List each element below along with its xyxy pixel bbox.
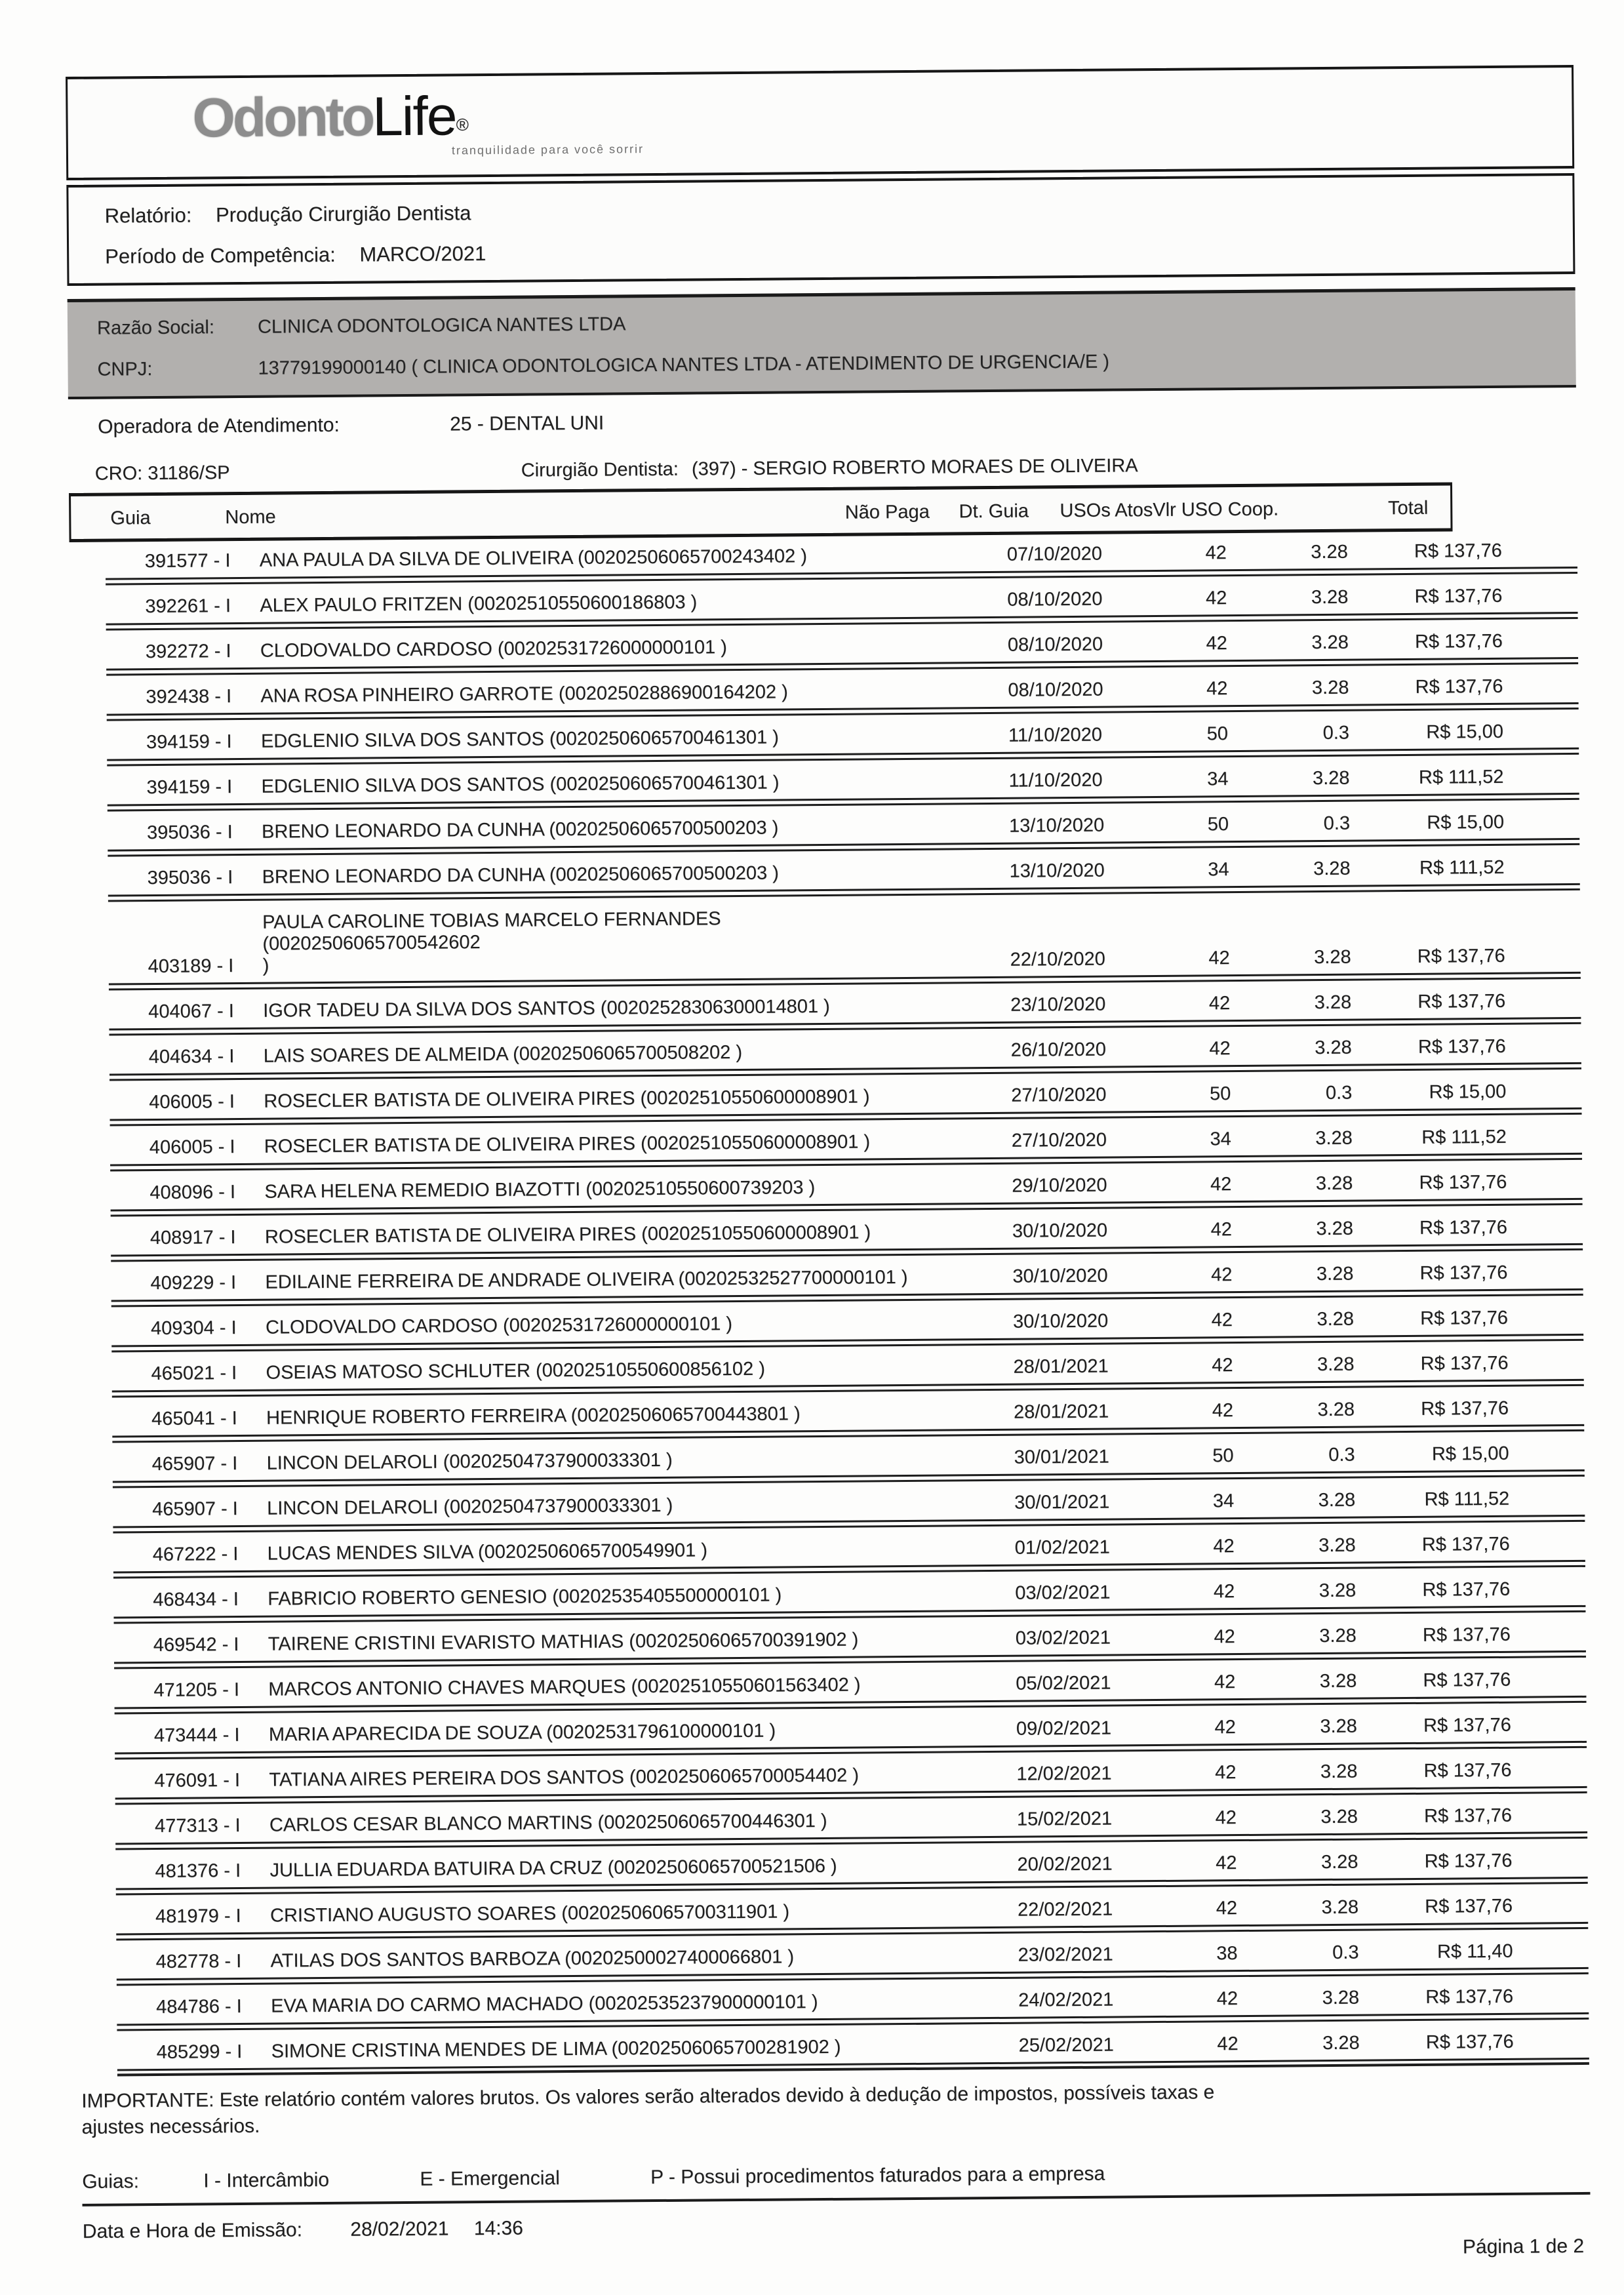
row-total: R$ 137,76: [1414, 630, 1503, 652]
period-line: [105, 233, 1573, 269]
page-number: Página 1 de 2: [1462, 2235, 1585, 2258]
cnpj-line: [97, 348, 1575, 381]
row-usos-atos: 42: [1215, 1762, 1237, 1784]
row-guia: 394159 - I: [146, 731, 232, 753]
period-label: Período de Competência:: [105, 243, 336, 268]
row-guia: 406005 - I: [149, 1136, 235, 1159]
company-box: [68, 287, 1576, 399]
row-dt-guia: 30/01/2021: [1014, 1446, 1109, 1468]
row-guia: 409229 - I: [150, 1272, 237, 1294]
row-dt-guia: 08/10/2020: [1007, 588, 1103, 610]
row-vlr-uso: 3.28: [1322, 1987, 1360, 2009]
row-nome: SIMONE CRISTINA MENDES DE LIMA (00202506065700281902 ): [271, 2036, 841, 2062]
row-nome: ROSECLER BATISTA DE OLIVEIRA PIRES (00202510550600008901 ): [264, 1086, 870, 1112]
row-usos-atos: 50: [1206, 723, 1229, 745]
row-vlr-uso: 3.28: [1319, 1670, 1357, 1692]
col-header-usos-atos: USOs Atos: [1060, 500, 1153, 522]
dentist-line: [521, 455, 1138, 481]
row-nome: ANA ROSA PINHEIRO GARROTE (00202502886900164202 ): [260, 681, 788, 707]
row-total: R$ 137,76: [1423, 1759, 1512, 1782]
row-guia: 403189 - I: [148, 955, 234, 978]
dentist-label: Cirurgião Dentista:: [521, 458, 679, 481]
row-nao-paga: [927, 2057, 1019, 2058]
row-nome: LAIS SOARES DE ALMEIDA (00202506065700508202 ): [263, 1041, 743, 1067]
row-guia: 404067 - I: [148, 1001, 234, 1023]
row-usos-atos: 42: [1214, 1717, 1236, 1738]
row-nao-paga: [923, 1559, 1015, 1560]
row-dt-guia: 30/01/2021: [1014, 1491, 1110, 1513]
row-dt-guia: 28/01/2021: [1013, 1401, 1109, 1423]
row-nome: CRISTIANO AUGUSTO SOARES (00202506065700311901 ): [269, 1901, 790, 1926]
row-total: R$ 137,76: [1420, 1352, 1509, 1374]
report-label: Relatório:: [104, 203, 192, 228]
row-total: R$ 137,76: [1417, 990, 1506, 1012]
row-dt-guia: 30/10/2020: [1012, 1265, 1108, 1287]
legend-emergencial: E - Emergencial: [420, 2167, 560, 2190]
row-usos-atos: 42: [1215, 1807, 1237, 1829]
row-vlr-uso: 3.28: [1312, 767, 1350, 789]
emission-time: 14:36: [473, 2217, 524, 2240]
row-vlr-uso: 3.28: [1315, 1037, 1352, 1059]
row-total: R$ 15,00: [1427, 811, 1505, 833]
odontolife-logo: [192, 87, 644, 158]
row-total: R$ 111,52: [1419, 856, 1505, 879]
row-nao-paga: [917, 837, 1009, 838]
row-vlr-uso: 3.28: [1318, 1534, 1356, 1557]
row-nome: ROSECLER BATISTA DE OLIVEIRA PIRES (00202510550600008901 ): [264, 1222, 871, 1248]
row-usos-atos: 50: [1207, 814, 1229, 835]
report-paper: [66, 65, 1591, 2280]
row-guia: 404634 - I: [148, 1046, 235, 1068]
row-usos-atos: 42: [1208, 993, 1231, 1014]
row-usos-atos: 42: [1214, 1626, 1235, 1648]
row-nao-paga: [919, 1107, 1011, 1108]
row-total: R$ 111,52: [1421, 1126, 1507, 1148]
row-vlr-uso: 0.3: [1325, 1082, 1353, 1104]
row-vlr-uso: 3.28: [1315, 1172, 1353, 1195]
row-dt-guia: 08/10/2020: [1008, 679, 1103, 701]
row-dt-guia: 27/10/2020: [1011, 1084, 1107, 1106]
row-guia: 481979 - I: [155, 1906, 241, 1928]
row-usos-atos: 34: [1207, 768, 1229, 790]
row-usos-atos: 42: [1208, 948, 1230, 969]
row-dt-guia: 30/10/2020: [1012, 1220, 1108, 1242]
row-vlr-uso: 3.28: [1314, 946, 1351, 968]
row-usos-atos: 42: [1211, 1309, 1233, 1331]
row-guia: 406005 - I: [149, 1091, 235, 1113]
registered-mark-icon: ®: [456, 114, 469, 135]
row-nome: MARIA APARECIDA DE SOUZA (00202531796100000101 ): [268, 1720, 776, 1746]
row-vlr-uso: 3.28: [1317, 1353, 1355, 1376]
report-info-box: [66, 173, 1575, 286]
row-total: R$ 137,76: [1419, 1262, 1508, 1284]
row-guia: 408096 - I: [149, 1182, 236, 1204]
row-usos-atos: 34: [1208, 859, 1229, 881]
row-nome: ANA PAULA DA SILVA DE OLIVEIRA (00202506065700243402 ): [259, 546, 808, 571]
dentist-value: (397) - SERGIO ROBERTO MORAES DE OLIVEIRA: [691, 455, 1138, 480]
row-usos-atos: 42: [1206, 633, 1228, 654]
row-total: R$ 137,76: [1421, 1397, 1509, 1420]
report-title-line: [105, 193, 1573, 228]
row-nao-paga: [915, 566, 1007, 567]
row-dt-guia: 13/10/2020: [1008, 814, 1105, 837]
razao-social-line: [97, 306, 1575, 340]
row-total: R$ 137,76: [1422, 1624, 1511, 1646]
row-nao-paga: [926, 1876, 1018, 1877]
row-guia: 485299 - I: [156, 2041, 243, 2064]
row-usos-atos: 50: [1209, 1083, 1231, 1105]
period-value: MARCO/2021: [359, 242, 486, 266]
row-nao-paga: [916, 656, 1008, 657]
col-header-vlr-uso: Vlr USO Coop.: [1153, 498, 1279, 521]
guias-legend: [82, 2159, 1590, 2206]
row-nome: EDGLENIO SILVA DOS SANTOS (00202506065700461301 ): [260, 727, 780, 752]
logo-life-text: Life: [372, 85, 456, 148]
legend-intercambio: I - Intercâmbio: [203, 2168, 330, 2192]
row-dt-guia: 15/02/2021: [1016, 1808, 1113, 1830]
row-guia: 465021 - I: [151, 1363, 237, 1385]
row-total: R$ 137,76: [1417, 1035, 1506, 1058]
row-usos-atos: 34: [1210, 1128, 1231, 1150]
col-header-dt-guia: Dt. Guia: [959, 500, 1029, 523]
row-guia: 469542 - I: [153, 1634, 239, 1656]
row-vlr-uso: 0.3: [1332, 1942, 1359, 1963]
row-dt-guia: 26/10/2020: [1010, 1039, 1107, 1061]
row-vlr-uso: 3.28: [1315, 1127, 1353, 1149]
row-nome: ATILAS DOS SANTOS BARBOZA (00202500027400066801 ): [270, 1946, 795, 1972]
row-guia: 392261 - I: [145, 595, 231, 618]
row-vlr-uso: 3.28: [1322, 2032, 1360, 2054]
row-usos-atos: 42: [1209, 1038, 1231, 1060]
operadora-label: Operadora de Atendimento:: [98, 414, 340, 438]
row-nome: SARA HELENA REMEDIO BIAZOTTI (00202510550600739203 ): [264, 1177, 816, 1203]
row-nao-paga: [921, 1197, 1012, 1198]
row-nome: JULLIA EDUARDA BATUIRA DA CRUZ (00202506065700521506 ): [269, 1855, 837, 1881]
row-vlr-uso: 3.28: [1317, 1308, 1355, 1330]
table-row: [108, 892, 1581, 986]
row-total: R$ 137,76: [1423, 1669, 1511, 1691]
row-total: R$ 15,00: [1426, 721, 1504, 743]
row-vlr-uso: 3.28: [1311, 586, 1349, 609]
row-usos-atos: 42: [1205, 588, 1227, 609]
row-total: R$ 111,52: [1418, 766, 1504, 788]
row-dt-guia: 01/02/2021: [1014, 1536, 1110, 1559]
row-dt-guia: 03/02/2021: [1015, 1627, 1111, 1649]
row-vlr-uso: 3.28: [1321, 1896, 1359, 1919]
row-nome: BRENO LEONARDO DA CUNHA (00202506065700500203 ): [261, 817, 779, 843]
row-guia: 477313 - I: [154, 1815, 241, 1837]
row-dt-guia: 22/10/2020: [1010, 948, 1105, 970]
row-dt-guia: 27/10/2020: [1011, 1129, 1107, 1151]
row-vlr-uso: 0.3: [1322, 722, 1350, 744]
row-guia: 482778 - I: [155, 1951, 242, 1973]
razao-social-label: Razão Social:: [96, 317, 215, 339]
row-vlr-uso: 3.28: [1314, 991, 1352, 1014]
row-vlr-uso: 3.28: [1311, 541, 1348, 563]
row-usos-atos: 42: [1210, 1219, 1233, 1241]
row-usos-atos: 42: [1212, 1355, 1233, 1376]
row-nome: CLODOVALDO CARDOSO (00202531726000000101 ): [260, 637, 728, 662]
row-total: R$ 137,76: [1425, 1986, 1514, 2008]
row-total: R$ 137,76: [1414, 540, 1502, 562]
row-nome: IGOR TADEU DA SILVA DOS SANTOS (00202528306300014801 ): [263, 995, 830, 1022]
row-dt-guia: 09/02/2021: [1016, 1717, 1112, 1740]
row-usos-atos: 50: [1212, 1445, 1234, 1467]
row-nome: EVA MARIA DO CARMO MACHADO (00202535237900000101 ): [271, 1991, 818, 2017]
row-dt-guia: 05/02/2021: [1016, 1672, 1111, 1694]
row-usos-atos: 42: [1213, 1536, 1235, 1557]
row-total: R$ 137,76: [1423, 1714, 1511, 1736]
row-vlr-uso: 0.3: [1323, 812, 1351, 834]
row-usos-atos: 38: [1216, 1943, 1238, 1965]
row-nome: OSEIAS MATOSO SCHLUTER (00202510550600856102 ): [266, 1358, 766, 1384]
row-guia: 409304 - I: [150, 1317, 237, 1340]
razao-social-value: CLINICA ODONTOLOGICA NANTES LTDA: [257, 313, 626, 338]
row-dt-guia: 25/02/2021: [1018, 2034, 1114, 2056]
logo-odonto-text: Odonto: [192, 85, 373, 149]
row-usos-atos: 42: [1206, 678, 1228, 700]
row-usos-atos: 42: [1210, 1174, 1232, 1195]
row-guia: 481376 - I: [155, 1860, 241, 1883]
row-vlr-uso: 3.28: [1320, 1806, 1358, 1828]
row-total: R$ 137,76: [1417, 945, 1505, 967]
row-dt-guia: 22/02/2021: [1017, 1898, 1113, 1921]
emission-row: [83, 2209, 1591, 2280]
row-usos-atos: 42: [1213, 1581, 1235, 1603]
row-total: R$ 137,76: [1414, 585, 1503, 607]
row-vlr-uso: 3.28: [1320, 1851, 1358, 1873]
row-dt-guia: 03/02/2021: [1015, 1582, 1111, 1604]
row-usos-atos: 42: [1216, 1852, 1237, 1874]
row-total: R$ 137,76: [1423, 1805, 1513, 1827]
col-header-nao-paga: Não Paga: [844, 501, 930, 523]
emission-date: 28/02/2021: [350, 2218, 449, 2241]
row-guia: 465907 - I: [151, 1453, 238, 1475]
row-total: R$ 111,52: [1424, 1488, 1510, 1510]
row-vlr-uso: 3.28: [1320, 1761, 1358, 1783]
row-guia: 408917 - I: [149, 1227, 236, 1249]
row-guia: 392272 - I: [145, 641, 231, 663]
row-guia: 473444 - I: [153, 1725, 240, 1747]
operadora-value: 25 - DENTAL UNI: [450, 412, 604, 435]
row-nome: ROSECLER BATISTA DE OLIVEIRA PIRES (00202510550600008901 ): [264, 1131, 871, 1157]
row-total: R$ 15,00: [1429, 1081, 1507, 1103]
row-nome: TAIRENE CRISTINI EVARISTO MATHIAS (00202506065700391902 ): [267, 1629, 859, 1655]
row-total: R$ 137,76: [1425, 1895, 1513, 1917]
emission-label: Data e Hora de Emissão:: [82, 2219, 303, 2243]
operadora-line: [98, 405, 1576, 439]
row-nao-paga: [915, 611, 1007, 612]
row-usos-atos: 42: [1214, 1671, 1236, 1693]
row-nome: LINCON DELAROLI (00202504737900033301 ): [266, 1449, 673, 1474]
row-vlr-uso: 3.28: [1311, 631, 1349, 654]
row-dt-guia: 29/10/2020: [1012, 1174, 1107, 1197]
row-dt-guia: 11/10/2020: [1008, 769, 1103, 791]
row-vlr-uso: 3.28: [1316, 1218, 1354, 1240]
row-total: R$ 137,76: [1420, 1307, 1509, 1329]
row-dt-guia: 11/10/2020: [1008, 724, 1103, 746]
row-usos-atos: 42: [1212, 1400, 1234, 1422]
row-nome: CLODOVALDO CARDOSO (00202531726000000101 ): [265, 1313, 733, 1338]
row-vlr-uso: 0.3: [1328, 1444, 1355, 1466]
row-nome: BRENO LEONARDO DA CUNHA (00202506065700500203 ): [262, 862, 779, 888]
row-guia: 395036 - I: [146, 822, 233, 844]
row-dt-guia: 23/10/2020: [1010, 993, 1106, 1016]
row-guia: 467222 - I: [152, 1544, 239, 1566]
row-total: R$ 11,40: [1436, 1940, 1513, 1963]
row-vlr-uso: 3.28: [1318, 1489, 1356, 1511]
row-dt-guia: 28/01/2021: [1013, 1355, 1109, 1378]
row-nao-paga: [917, 747, 1008, 748]
row-vlr-uso: 3.28: [1320, 1715, 1357, 1738]
row-usos-atos: 42: [1217, 2033, 1238, 2055]
row-nao-paga: [922, 1514, 1014, 1515]
row-vlr-uso: 3.28: [1316, 1263, 1354, 1285]
row-usos-atos: 42: [1205, 542, 1227, 564]
row-guia: 471205 - I: [153, 1679, 240, 1702]
row-usos-atos: 42: [1216, 1898, 1238, 1919]
important-note: IMPORTANTE: Este relatório contém valores brutos. Os valores serão alterados devido à dedução de impostos, possíveis taxas e ajustes necessários.: [81, 2081, 1215, 2138]
row-usos-atos: 42: [1216, 1988, 1238, 2010]
row-vlr-uso: 3.28: [1313, 858, 1351, 880]
row-guia: 392438 - I: [146, 686, 232, 708]
row-nome: EDGLENIO SILVA DOS SANTOS (00202506065700461301 ): [261, 772, 780, 797]
logo-box: [66, 65, 1574, 180]
row-dt-guia: 24/02/2021: [1018, 1989, 1114, 2011]
row-nome: TATIANA AIRES PEREIRA DOS SANTOS (00202506065700054402 ): [269, 1765, 860, 1791]
row-nome: HENRIQUE ROBERTO FERREIRA (00202506065700443801 ): [266, 1403, 801, 1429]
row-total: R$ 137,76: [1415, 675, 1503, 698]
row-total: R$ 137,76: [1419, 1216, 1508, 1239]
row-dt-guia: 12/02/2021: [1016, 1763, 1112, 1785]
guias-label: Guias:: [82, 2170, 140, 2193]
cro-line: [95, 452, 1577, 485]
row-nao-paga: [919, 971, 1010, 972]
row-dt-guia: 13/10/2020: [1009, 860, 1105, 882]
col-header-total: Total: [1387, 497, 1429, 519]
row-guia: 391577 - I: [144, 550, 231, 572]
row-total: R$ 137,76: [1421, 1533, 1510, 1555]
row-dt-guia: 08/10/2020: [1007, 633, 1103, 656]
row-nome: LINCON DELAROLI (00202504737900033301 ): [267, 1494, 673, 1519]
row-guia: 476091 - I: [154, 1770, 241, 1792]
row-dt-guia: 07/10/2020: [1006, 543, 1103, 565]
row-total: R$ 15,00: [1431, 1443, 1509, 1465]
row-nao-paga: [924, 1695, 1016, 1696]
row-nao-paga: [926, 1921, 1018, 1922]
logo-tagline: tranquilidade para você sorrir: [451, 142, 644, 157]
row-vlr-uso: 3.28: [1311, 677, 1349, 699]
row-vlr-uso: 3.28: [1317, 1399, 1355, 1421]
row-dt-guia: 23/02/2021: [1018, 1944, 1113, 1966]
row-nao-paga: [924, 1740, 1016, 1741]
row-dt-guia: 30/10/2020: [1012, 1310, 1109, 1332]
row-usos-atos: 34: [1212, 1490, 1235, 1512]
cnpj-value: 13779199000140 ( CLINICA ODONTOLOGICA NANTES LTDA - ATENDIMENTO DE URGENCIA/E ): [258, 351, 1110, 379]
row-usos-atos: 42: [1211, 1264, 1233, 1286]
report-value: Produção Cirurgião Dentista: [215, 201, 471, 227]
row-guia: 468434 - I: [153, 1589, 239, 1611]
col-header-nome: Nome: [225, 506, 276, 529]
row-guia: 465907 - I: [152, 1498, 238, 1521]
row-nao-paga: [926, 1966, 1018, 1967]
row-guia: 484786 - I: [156, 1996, 242, 2018]
row-nome: ALEX PAULO FRITZEN (00202510550600186803 ): [260, 591, 698, 616]
row-total: R$ 137,76: [1425, 2031, 1514, 2053]
row-nao-paga: [922, 1378, 1014, 1379]
col-header-guia: Guia: [110, 508, 151, 529]
row-total: R$ 137,76: [1424, 1850, 1513, 1872]
row-nao-paga: [920, 1152, 1012, 1153]
legend-possui: P - Possui procedimentos faturados para a empresa: [650, 2163, 1105, 2189]
row-nao-paga: [919, 1016, 1010, 1017]
row-nome: PAULA CAROLINE TOBIAS MARCELO FERNANDES (00202506065700542602 ): [262, 908, 721, 976]
row-vlr-uso: 3.28: [1319, 1625, 1357, 1647]
row-guia: 395036 - I: [147, 867, 233, 889]
row-total: R$ 137,76: [1419, 1171, 1507, 1193]
row-vlr-uso: 3.28: [1318, 1580, 1357, 1602]
table-body: [106, 530, 1589, 2071]
row-nome: FABRICIO ROBERTO GENESIO (00202535405500000101 ): [267, 1584, 782, 1610]
row-nome: EDILAINE FERREIRA DE ANDRADE OLIVEIRA (00202532527700000101 ): [265, 1267, 908, 1293]
cro-value: CRO: 31186/SP: [94, 462, 230, 485]
row-nao-paga: [921, 1333, 1013, 1334]
row-nao-paga: [917, 792, 1009, 793]
row-guia: 394159 - I: [146, 776, 233, 799]
row-nome: CARLOS CESAR BLANCO MARTINS (00202506065700446301 ): [269, 1810, 827, 1836]
cnpj-label: CNPJ:: [97, 359, 153, 380]
row-nome: LUCAS MENDES SILVA (00202506065700549901 ): [267, 1540, 708, 1565]
row-guia: 465041 - I: [151, 1408, 237, 1430]
row-total: R$ 137,76: [1422, 1578, 1511, 1601]
row-dt-guia: 20/02/2021: [1017, 1853, 1113, 1875]
row-nome: MARCOS ANTONIO CHAVES MARQUES (00202510550601563402 ): [268, 1674, 861, 1700]
